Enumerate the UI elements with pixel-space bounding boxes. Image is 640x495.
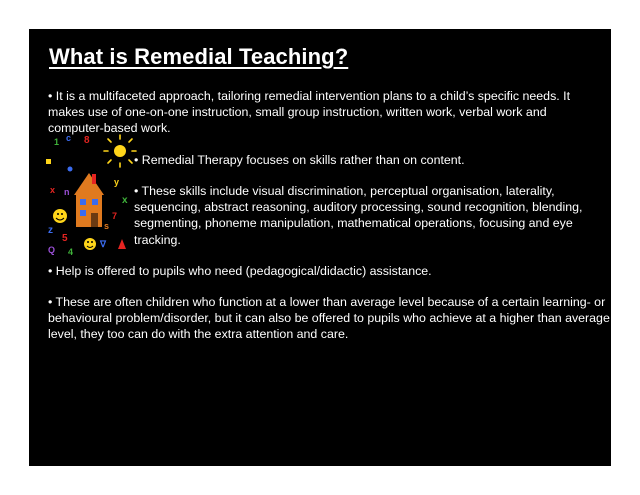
svg-text:5: 5 [62, 233, 68, 244]
slide-title: What is Remedial Teaching? [49, 44, 349, 69]
svg-text:y: y [114, 177, 120, 187]
svg-text:x: x [50, 185, 56, 195]
svg-text:∇: ∇ [100, 239, 107, 249]
svg-text:c: c [66, 133, 72, 143]
paragraph-children: • These are often children who function at a lower than average level because of a certain learning- or behavioural problem/disorder, but it can also be offered to pupils who achieve at a higher than average level, they too can do with the extra attention and care. [48, 295, 610, 342]
paragraph-focus: • Remedial Therapy focuses on skills rather than on content. [134, 153, 465, 167]
school-clipart [34, 129, 144, 259]
slide [29, 29, 611, 466]
paragraph-help: • Help is offered to pupils who need (pedagogical/didactic) assistance. [48, 264, 432, 278]
svg-text:n: n [64, 187, 70, 197]
paragraph-skills: • These skills include visual discrimination, perceptual organisation, laterality, sequencing, abstract reasoning, auditory processing, sound recognition, blending, segmenting, phoneme manipulation, mathematical operations, focusing and eye tracking. [134, 184, 583, 247]
svg-text:1: 1 [54, 137, 60, 147]
paragraph-approach: • It is a multifaceted approach, tailoring remedial intervention plans to a child’s specific needs. It makes use of one-on-one instruction, small group instruction, written work, verbal work and computer-based work. [48, 89, 571, 136]
svg-text:s: s [104, 221, 110, 231]
svg-text:7: 7 [112, 211, 118, 221]
svg-text:4: 4 [68, 247, 74, 257]
svg-text:z: z [48, 225, 53, 236]
house-icon [74, 173, 104, 227]
sun-icon [104, 135, 136, 167]
svg-text:Q: Q [48, 245, 56, 255]
svg-text:8: 8 [84, 135, 90, 146]
svg-text:x: x [122, 195, 128, 206]
